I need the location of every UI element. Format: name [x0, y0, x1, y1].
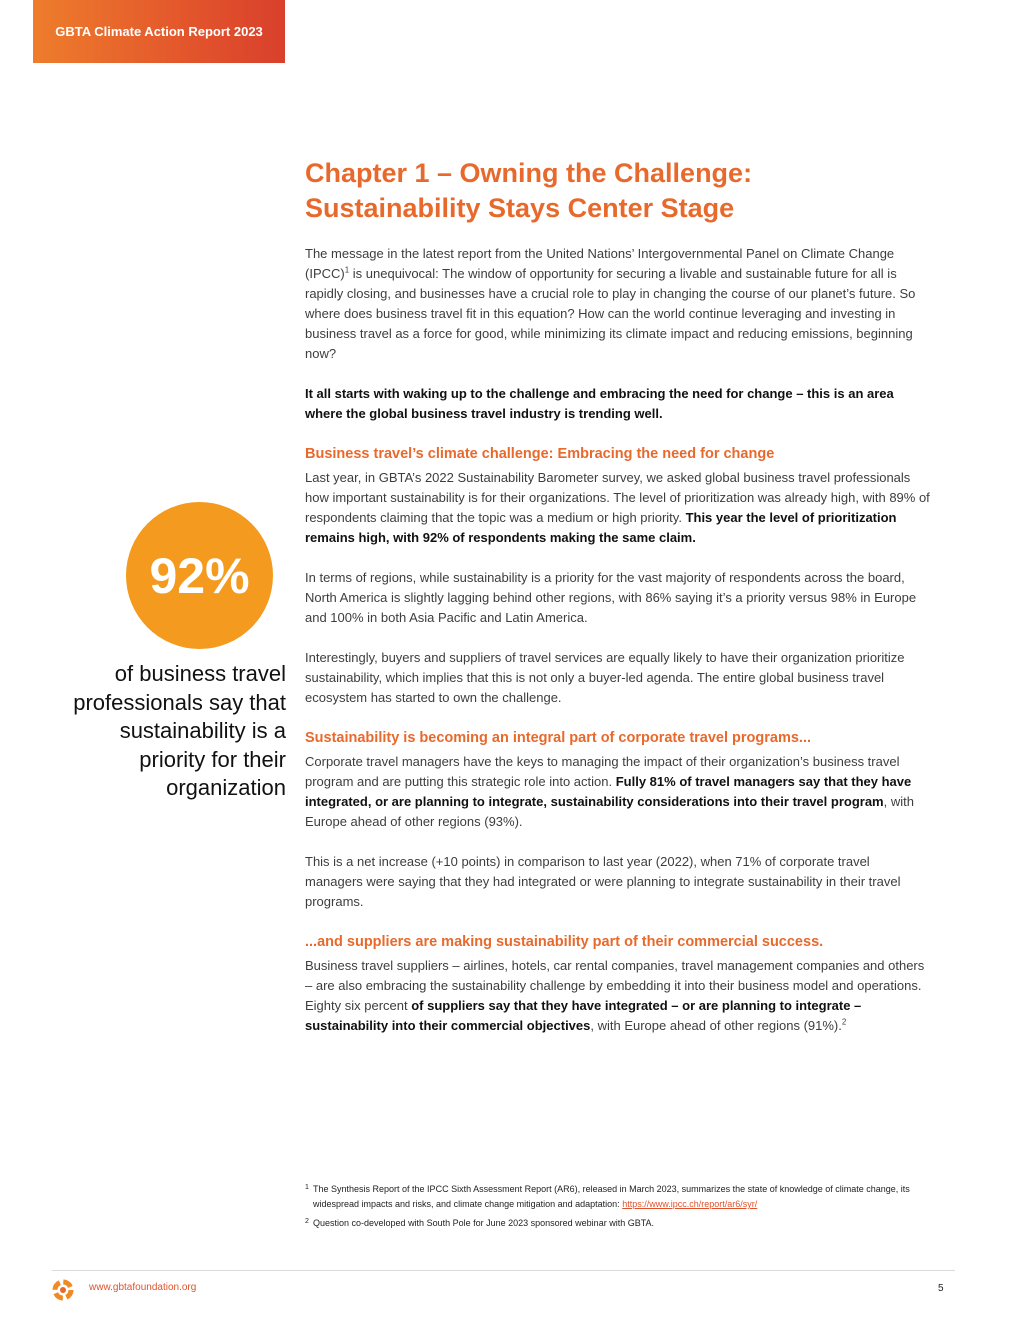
footnote-2-text: Question co-developed with South Pole for June 2023 sponsored webinar with GBTA. [313, 1218, 655, 1228]
section1-bold-text: This year the level of prioritization remains high, with 92% of respondents making the same claim. [305, 510, 897, 545]
section2-tail-text: , with Europe ahead of other regions (93%). [305, 794, 914, 829]
chapter-title-line2: Sustainability Stays Center Stage [305, 193, 735, 223]
section-heading-corporate-travel: Sustainability is becoming an integral part of corporate travel programs... [305, 730, 812, 746]
section2-bold-text: Fully 81% of travel managers say that they have integrated, or are planning to integrate, sustainability considerations into their travel program [305, 774, 912, 809]
main-content [305, 244, 931, 1036]
page-number: 5 [938, 1283, 944, 1294]
gbta-foundation-logo-icon [52, 1279, 74, 1301]
footnote-2 [305, 1216, 917, 1231]
section1-paragraph-1 [305, 468, 931, 548]
section-heading-suppliers: ...and suppliers are making sustainability part of their commercial success. [305, 934, 824, 950]
section3-text: Business travel suppliers – airlines, hotels, car rental companies, travel management companies and others – are also embracing the sustainability challenge by embedding it into their business model and operations. Eighty six percent [305, 958, 925, 1013]
footer-divider [52, 1270, 955, 1271]
footnote-1 [305, 1182, 917, 1212]
section2-paragraph-2: This is a net increase (+10 points) in comparison to last year (2022), when 71% of corporate travel managers were saying that they had integrated or were planning to integrate sustainability in their travel programs. [305, 854, 901, 909]
section3-bold-text: of suppliers say that they have integrated – or are planning to integrate – sustainability into their commercial objectives [305, 998, 862, 1033]
footer-website-link[interactable]: www.gbtafoundation.org [89, 1282, 197, 1293]
intro-text-a: The message in the latest report from the United Nations’ Intergovernmental Panel on Climate Change (IPCC) [305, 246, 895, 281]
ipcc-report-link[interactable]: https://www.ipcc.ch/report/ar6/syr/ [622, 1199, 758, 1209]
intro-text-b: is unequivocal: The window of opportunity for securing a livable and sustainable future for all is rapidly closing, and businesses have a crucial role to play in changing the course of our planet’s future. So where does business travel fit in this equation? How can the world continue leveraging and investing in business travel as a force for good, while minimizing its climate impact and reducing emissions, beginning now? [305, 266, 916, 361]
footnote-1-text: The Synthesis Report of the IPCC Sixth Assessment Report (AR6), released in March 2023, summarizes the state of knowledge of climate change, its widespread impacts and risks, and climate change mitigation and adaptation: [313, 1184, 910, 1209]
section2-text: Corporate travel managers have the keys to managing the impact of their organization’s business travel program and are putting this strategic role into action. [305, 754, 900, 789]
section1-text: Last year, in GBTA’s 2022 Sustainability Barometer survey, we asked global business travel professionals how important sustainability is for their organizations. The level of prioritization was already high, with 89% of respondents claiming that the topic was a medium or high priority. [305, 470, 930, 525]
section2-paragraph-1 [305, 752, 931, 832]
footnotes [305, 1182, 917, 1235]
report-title-label: GBTA Climate Action Report 2023 [55, 24, 263, 39]
intro-paragraph [305, 244, 931, 364]
stat-caption: of business travel professionals say that sustainability is a priority for their organization [73, 661, 286, 800]
intro-bold-paragraph: It all starts with waking up to the challenge and embracing the need for change – this is an area where the global business travel industry is trending well. [305, 386, 894, 421]
stat-circle [126, 502, 273, 649]
footnote-text [313, 1182, 917, 1212]
footnote-ref-2: 2 [841, 1017, 847, 1027]
section-heading-climate-challenge: Business travel’s climate challenge: Embracing the need for change [305, 446, 775, 462]
footnote-number: 2 [305, 1218, 309, 1225]
chapter-title [305, 156, 945, 226]
section1-paragraph-2: In terms of regions, while sustainability is a priority for the vast majority of respondents across the board, North America is slightly lagging behind other regions, with 86% saying it’s a priority versus 98% in Europe and 100% in both Asia Pacific and Latin America. [305, 570, 917, 625]
footnote-number: 1 [305, 1184, 309, 1191]
chapter-title-line1: Chapter 1 – Owning the Challenge: [305, 158, 753, 188]
stat-value: 92% [149, 547, 250, 604]
report-title-tab [33, 0, 285, 63]
section1-paragraph-3: Interestingly, buyers and suppliers of travel services are equally likely to have their organization prioritize sustainability, which implies that this is not only a buyer-led agenda. The entire global business travel ecosystem has started to own the challenge. [305, 650, 905, 705]
section3-paragraph-1 [305, 956, 931, 1036]
section3-tail-text: , with Europe ahead of other regions (91%). [590, 1018, 842, 1033]
footnote-ref-1: 1 [344, 265, 350, 275]
